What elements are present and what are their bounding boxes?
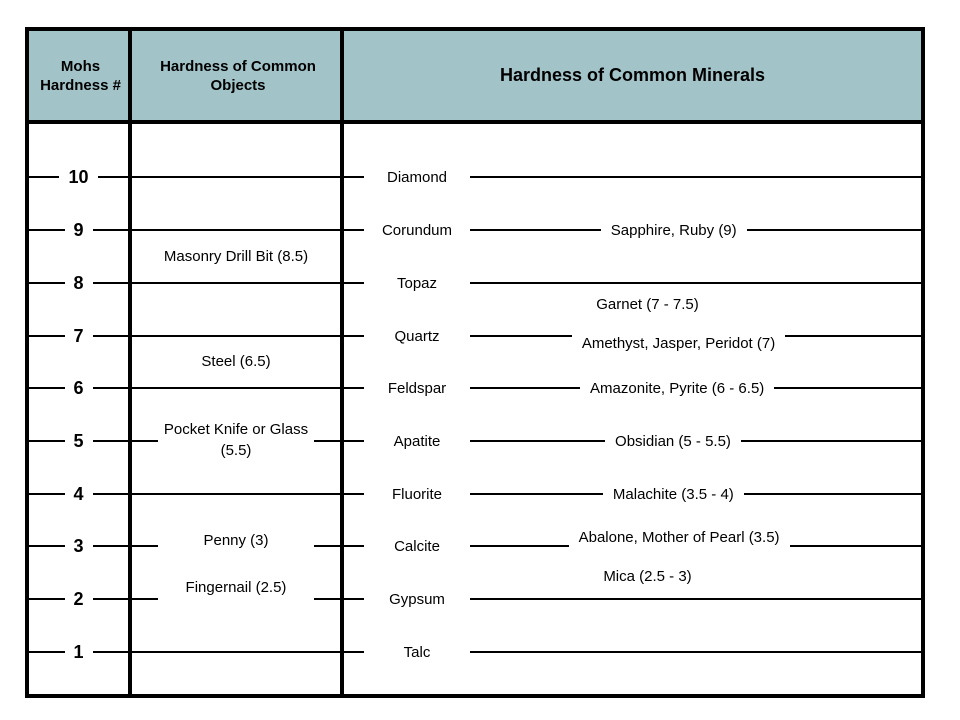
object-label-penny: Penny (3) (203, 532, 269, 549)
gem-examples: Abalone, Mother of Pearl (3.5) (578, 528, 780, 546)
objects-level-line (132, 229, 340, 231)
mineral-row-quartz (344, 321, 921, 351)
objects-level-line (132, 335, 340, 337)
mineral-name: Gypsum (389, 590, 445, 608)
hardness-number-row (29, 373, 128, 403)
header-common-minerals (344, 31, 921, 120)
header-common-minerals-label: Hardness of Common Minerals (499, 65, 766, 85)
mineral-name: Corundum (381, 221, 453, 239)
hardness-number-row (29, 426, 128, 456)
objects-level-line (132, 651, 340, 653)
hardness-number-row (29, 321, 128, 351)
hardness-number-row (29, 479, 128, 509)
hardness-number: 3 (73, 536, 84, 556)
hardness-number: 2 (73, 589, 84, 609)
gem-examples: Amethyst, Jasper, Peridot (7) (581, 334, 776, 352)
gem-examples: Amazonite, Pyrite (6 - 6.5) (590, 379, 765, 397)
mineral-name: Topaz (396, 274, 438, 292)
objects-level-line (132, 282, 340, 284)
mineral-row-calcite (344, 528, 921, 561)
hardness-number: 4 (73, 484, 84, 504)
mineral-name: Quartz (394, 327, 440, 345)
hardness-number: 7 (73, 326, 84, 346)
gem-examples: Malachite (3.5 - 4) (612, 485, 734, 503)
header-mohs-hardness (29, 31, 132, 120)
mineral-row-corundum (344, 215, 921, 245)
mohs-hardness-chart (25, 27, 925, 698)
hardness-number: 6 (73, 378, 84, 398)
header-common-objects (132, 31, 344, 120)
object-label-steel: Steel (6.5) (201, 353, 271, 370)
hardness-number: 5 (73, 431, 84, 451)
gem-label-mica: Mica (2.5 - 3) (603, 568, 692, 585)
mineral-row-topaz (344, 268, 921, 298)
objects-level-line (132, 176, 340, 178)
mineral-name: Calcite (394, 537, 440, 555)
objects-level-line (132, 493, 340, 495)
hardness-number-row (29, 268, 128, 298)
hardness-number: 1 (73, 642, 84, 662)
mineral-name: Fluorite (391, 485, 443, 503)
mineral-row-feldspar (344, 373, 921, 403)
mineral-row-talc (344, 637, 921, 667)
hardness-number-row (29, 531, 128, 561)
object-label-fingernail: Fingernail (2.5) (185, 579, 287, 596)
mineral-row-apatite (344, 426, 921, 456)
gem-label-garnet: Garnet (7 - 7.5) (596, 296, 699, 313)
mineral-row-diamond (344, 162, 921, 192)
hardness-number-row (29, 162, 128, 192)
hardness-number-row (29, 584, 128, 614)
gem-examples: Sapphire, Ruby (9) (610, 221, 737, 239)
hardness-number-row (29, 637, 128, 667)
mineral-name: Apatite (393, 432, 441, 450)
mineral-name: Feldspar (387, 379, 447, 397)
hardness-number: 8 (73, 273, 84, 293)
mineral-row-gypsum (344, 584, 921, 614)
object-label-pocket-knife: Pocket Knife or Glass (5.5) (163, 421, 309, 459)
hardness-number: 9 (73, 220, 84, 240)
hardness-number-row (29, 215, 128, 245)
objects-level-dash (132, 598, 158, 600)
header-row (29, 31, 921, 124)
header-common-objects-label: Hardness of Common Objects (160, 57, 316, 94)
object-label-masonry-drill-bit: Masonry Drill Bit (8.5) (163, 248, 309, 265)
mineral-row-fluorite (344, 479, 921, 509)
objects-level-line (132, 387, 340, 389)
hardness-number: 10 (68, 167, 89, 187)
objects-level-dash (314, 598, 340, 600)
mineral-name: Talc (403, 643, 431, 661)
gem-examples: Obsidian (5 - 5.5) (615, 432, 731, 450)
mineral-name: Diamond (386, 168, 448, 186)
header-mohs-hardness-label: Mohs Hardness # (40, 57, 121, 94)
